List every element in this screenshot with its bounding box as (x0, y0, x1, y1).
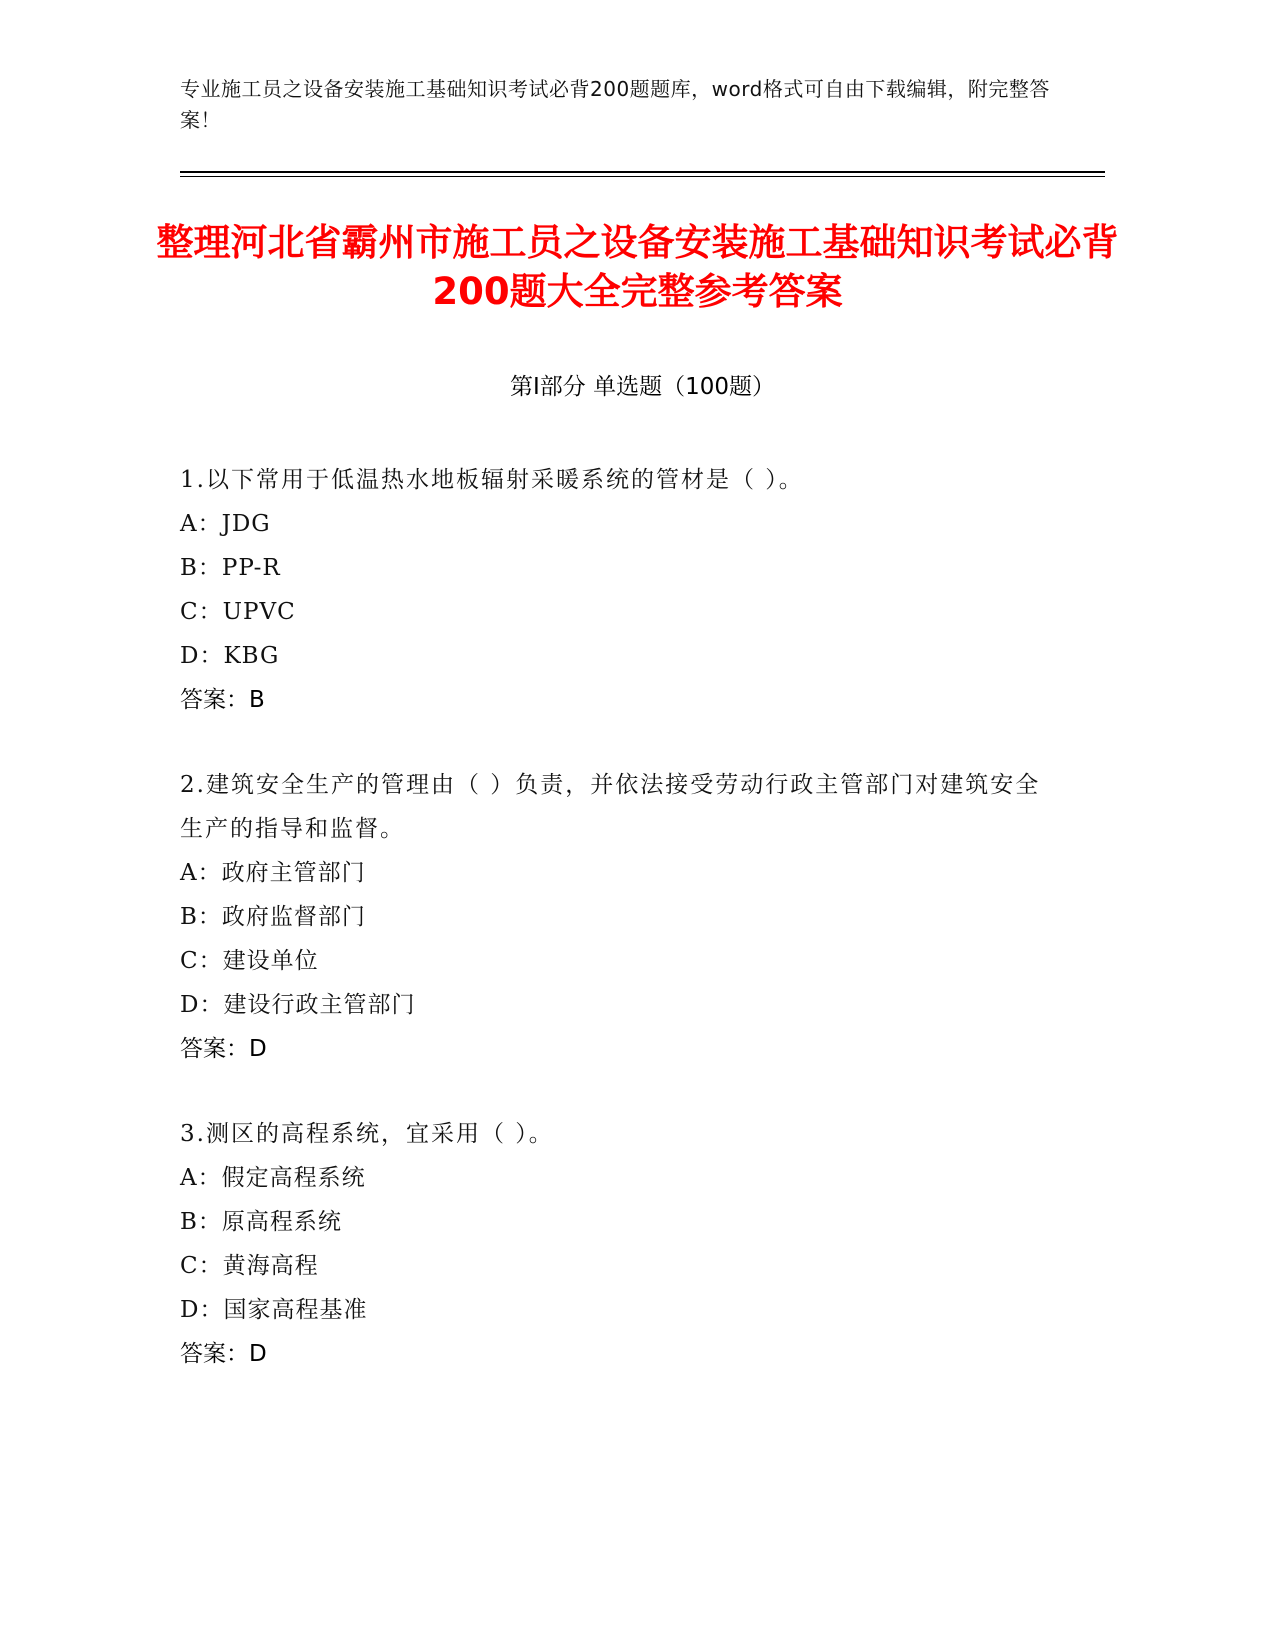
answer-line: 答案：D (180, 1036, 267, 1062)
option-d: D：KBG (180, 643, 280, 669)
option-a: A：政府主管部门 (180, 860, 366, 886)
option-b: B：原高程系统 (180, 1209, 342, 1235)
question-item (180, 458, 1060, 722)
option-d: D：建设行政主管部门 (180, 992, 416, 1018)
option-c: C：黄海高程 (180, 1253, 319, 1279)
section-heading: 第Ⅰ部分 单选题（100题） (510, 374, 775, 400)
header-note: 专业施工员之设备安装施工基础知识考试必背200题题库，word格式可自由下载编辑，附完整答案！ (180, 77, 1050, 132)
header-divider-thin (180, 176, 1105, 177)
question-stem: 1.以下常用于低温热水地板辐射采暖系统的管材是（ ）。 (180, 467, 804, 493)
question-item (180, 763, 1060, 1071)
option-d: D：国家高程基准 (180, 1297, 368, 1323)
header-divider-thick (180, 171, 1105, 173)
option-a: A：假定高程系统 (180, 1165, 366, 1191)
answer-line: 答案：D (180, 1341, 267, 1367)
answer-line: 答案：B (180, 687, 265, 713)
question-list (180, 458, 1060, 1417)
option-c: C：建设单位 (180, 948, 319, 974)
question-item (180, 1112, 1060, 1376)
option-a: A：JDG (180, 511, 271, 537)
question-stem: 2.建筑安全生产的管理由（ ）负责，并依法接受劳动行政主管部门对建筑安全生产的指导和监督。 (180, 772, 1041, 842)
option-b: B：政府监督部门 (180, 904, 366, 930)
option-c: C：UPVC (180, 599, 296, 625)
document-title: 整理河北省霸州市施工员之设备安装施工基础知识考试必背200题大全完整参考答案 (156, 221, 1119, 313)
option-b: B：PP-R (180, 555, 281, 581)
question-stem: 3.测区的高程系统，宜采用（ ）。 (180, 1121, 554, 1147)
